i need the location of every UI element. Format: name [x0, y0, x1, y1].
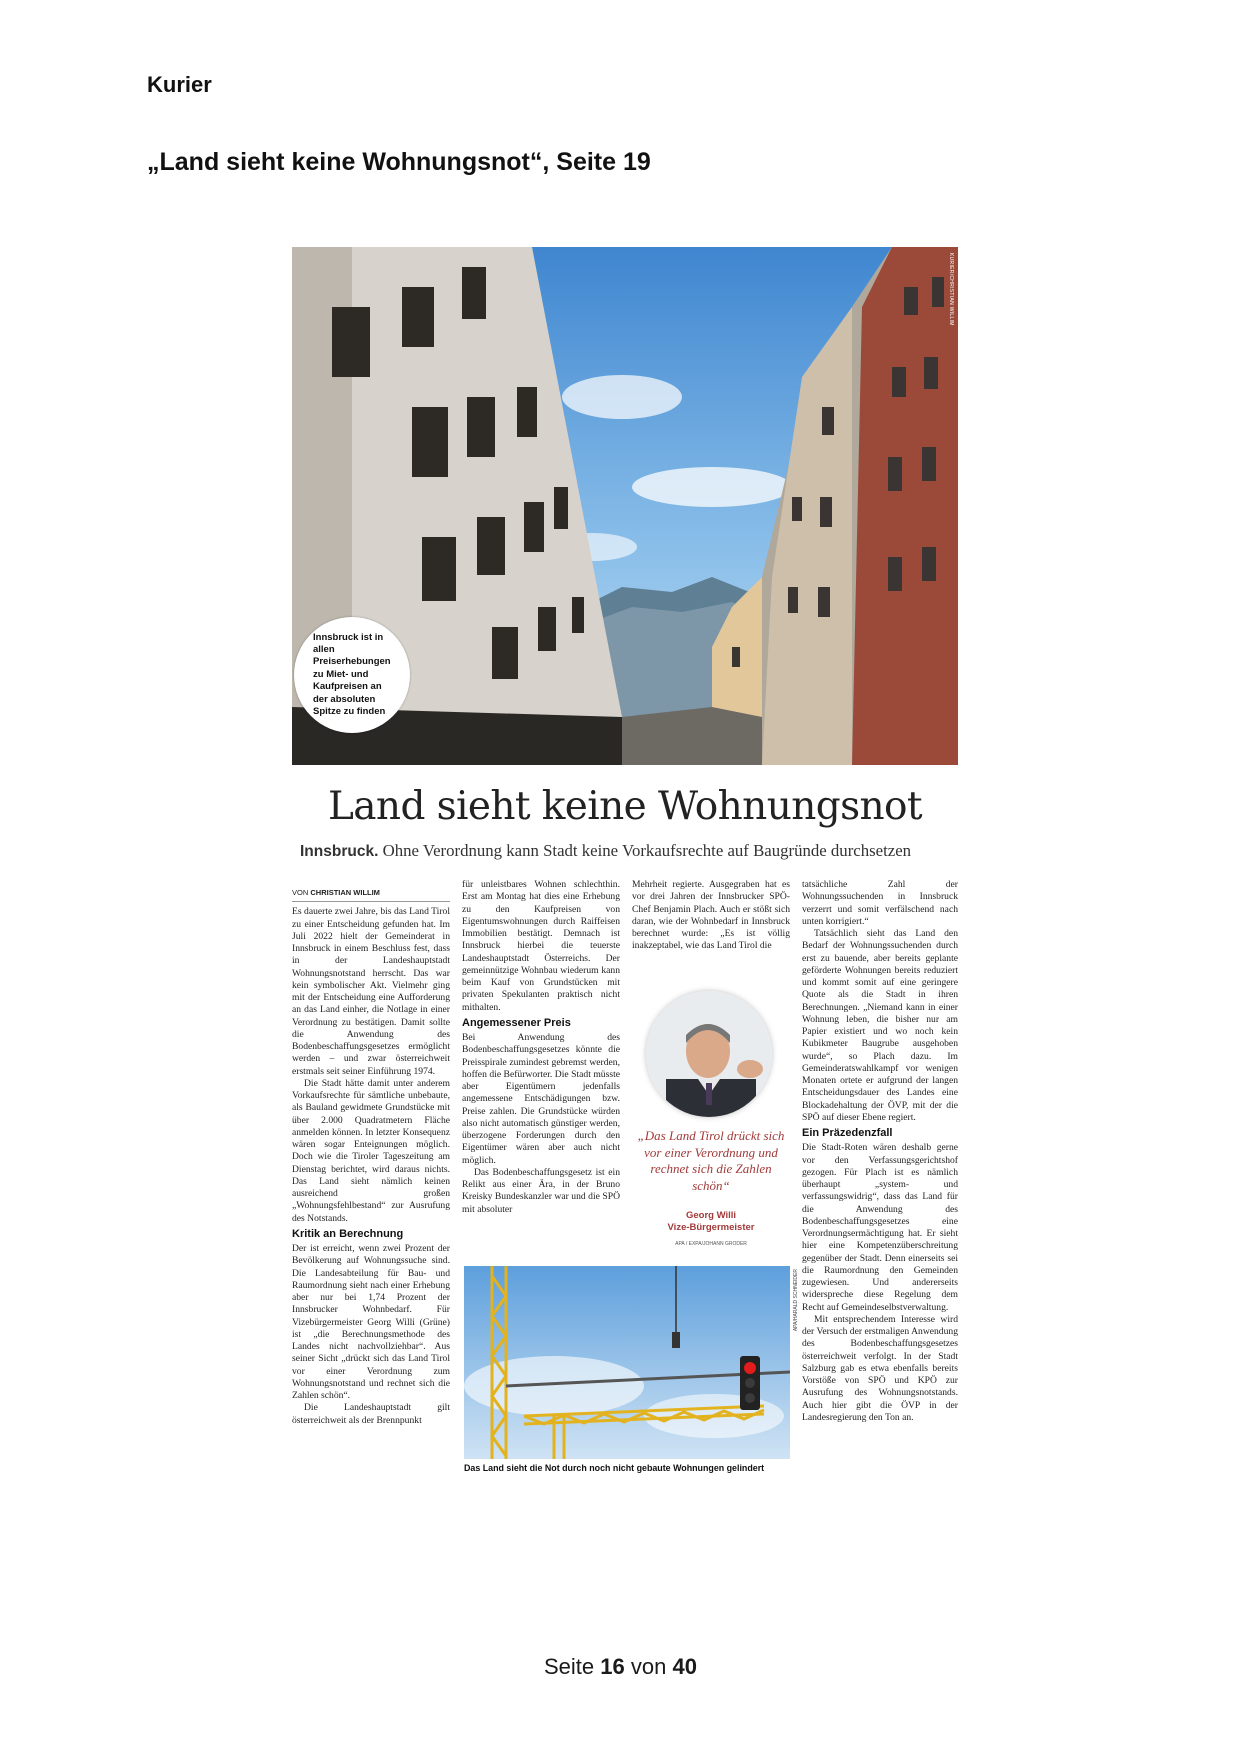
article-column-3 [632, 879, 790, 953]
hero-photo-street [292, 247, 958, 765]
crane-photo [464, 1266, 790, 1459]
paragraph: für unleistbares Wohnen schlechthin. Erst am Montag hat dies eine Erhebung zu den Kaufpreisen von Eigentumswohnungen durch Raiffeisen Immobilien bestätigt. Demnach ist Innsbruck hierbei die teuerste Landeshauptstadt Österreichs. Der gemeinnützige Wohnbau wiederum kann beim Kauf von Grundstücken mit privaten Spekulanten praktisch nicht mithalten. [462, 879, 620, 1013]
byline [292, 887, 450, 902]
current-page: 16 [600, 1654, 625, 1679]
photo-credit-bottom: APA/HARALD SCHNEIDER [793, 1269, 799, 1332]
source-name: Kurier [147, 72, 212, 97]
paragraph: Mehrheit regierte. Ausgegraben hat es vor drei Jahren der Innsbrucker SPÖ-Chef Benjamin Plach. Auch er stößt sich daran, wie der Wohnbedarf in Innsbruck berechnet wurde: „Es ist völlig inakzeptabel, wie das Land Tirol die [632, 879, 790, 952]
paragraph: Tatsächlich sieht das Land den Bedarf der Wohnungssuchenden durch erst zu bauende, aber bereits geplante geförderte Wohnungen bereits reduziert und kommt somit auf eine geringere Quote als die Stadt in ihren Berechnungen. „Niemand kann in einer Wohnung leben, die bisher nur am Papier existiert und wo noch kein Kubikmeter Baugrube ausgehoben wurde“, so Plach dazu. Im Gemeinderatswahlkampf vor wenigen Monaten ortete er aufgrund der langen Entscheidungsdauer des Landes eine Blockadehaltung der ÖVP, mit der die SPÖ auf dieser Ebene regiert. [802, 928, 958, 1123]
caption-bubble-text: Innsbruck ist in allen Preiserhebungen zu Miet- und Kaufpreisen an der absoluten Spitze zu finden [313, 631, 391, 718]
author-role: Vize-Bürgermeister [667, 1221, 755, 1233]
paragraph: Das Bodenbeschaffungsgesetz ist ein Relikt aus einer Ära, in der Bruno Kreisky Bundeskanzler war und die SPÖ mit absoluter [462, 1166, 620, 1215]
document-title: „Land sieht keine Wohnungsnot“, Seite 19 [147, 148, 651, 176]
article-headline: Land sieht keine Wohnungsnot [327, 784, 922, 829]
pull-quote-author [632, 1210, 790, 1233]
newspaper-clipping [292, 247, 958, 1487]
footer-middle: von [630, 1654, 667, 1679]
paragraph: Die Stadt-Roten wären deshalb gerne vor den Verfassungsgerichtshof gezogen. Für Plach ist es nämlich überhaupt „system- und verfassungswidrig“, dass das Land für die Anwendung des Bodenbeschaffungsgesetzes eine Verordnungsermächtigung hat. Er sieht hier eine Kompetenzüberschreitung gegenüber der Stadt. Denn einerseits sei die Raumordnung den Gemeinden zugewiesen. Und andererseits widerspreche diese Regelung dem Recht auf Gemeindeselbstverwaltung. [802, 1142, 958, 1313]
section-heading: Angemessener Preis [462, 1016, 571, 1029]
paragraph: Es dauerte zwei Jahre, bis das Land Tirol zu einer Entscheidung gefunden hat. Im Juli 2022 hielt der Gemeinderat in Innsbruck in einem Beschluss fest, dass in der Landeshauptstadt Wohnungsnotstand herrscht. Das war kein symbolischer Akt. Vielmehr ging mit der Entscheidung eine Aufforderung an das Land einher, die Notlage in einer Verordnung zu bestätigen. Damit sollte die Anwendung des Bodenbeschaffungsgesetzes ermöglicht werden – und zwar österreichweit erstmals seit seiner Einführung 1974. [292, 906, 450, 1077]
paragraph: Der ist erreicht, wenn zwei Prozent der Bevölkerung auf Wohnungssuche sind. Die Landesabteilung für Bau- und Raumordnung sieht nach einer Erhebung aber nur bei 1,74 Prozent der Innsbrucker Wohnbedarf. Für Vizebürgermeister Georg Willi (Grüne) ist „die Berechnungsmethode des Landes nicht nachvollziehbar“. Aus seiner Sicht „drückt sich das Land Tirol vor einer Verordnung zum Wohnungsnotstand und rechnet sich die Zahlen schön“. [292, 1243, 450, 1401]
paragraph: Mit entsprechendem Interesse wird der Versuch der erstmaligen Anwendung des Bodenbeschaffungsgesetzes österreichweit verfolgt. In der Stadt Salzburg gab es etwa ebenfalls bereits Vorstöße von SPÖ und KPÖ zur Ausrufung des Wohnungsnotstands. Auch hier gibt die ÖVP in der Landesregierung den Ton an. [802, 1313, 958, 1423]
footer-prefix: Seite [544, 1654, 595, 1679]
article-column-4 [802, 879, 958, 1424]
section-heading: Kritik an Berechnung [292, 1227, 404, 1240]
byline-author: CHRISTIAN WILLIM [310, 888, 380, 897]
photo-credit-top: KURIER/CHRISTIAN WILLIM [948, 253, 954, 326]
paragraph: Bei Anwendung des Bodenbeschaffungsgesetzes könnte die Preisspirale zumindest gebremst werden, hoffen die Befürworter. Die Stadt müsste aber Eigentümern jedenfalls angemessene Entschädigungen bzw. Preise zahlen. Die Grundstücke würden also nicht automatisch günstiger werden, überzogene Forderungen durch den Eigentümer wären aber auch nicht möglich. [462, 1032, 620, 1166]
portrait-credit: APA / EXPA/JOHANN GRODER [675, 1241, 747, 1247]
article-subhead [300, 841, 960, 861]
paragraph: Die Landeshauptstadt gilt österreichweit als der Brennpunkt [292, 1402, 450, 1426]
total-pages: 40 [672, 1654, 697, 1679]
pull-quote: „Das Land Tirol drückt sich vor einer Verordnung und rechnet sich die Zahlen schön“ [637, 1128, 785, 1193]
section-heading: Ein Präzedenzfall [802, 1127, 893, 1139]
caption-bubble [294, 617, 410, 733]
paragraph: tatsächliche Zahl der Wohnungssuchenden in Innsbruck verzerrt und somit verfälschend nach unten korrigiert.“ [802, 879, 958, 927]
subhead-place: Innsbruck. [300, 843, 379, 860]
photo-caption: Das Land sieht die Not durch noch nicht gebaute Wohnungen gelindert [464, 1463, 765, 1473]
author-name: Georg Willi [685, 1210, 737, 1221]
page-footer [0, 1654, 1241, 1680]
byline-prefix: VON [292, 888, 309, 897]
article-column-2 [462, 879, 620, 1216]
subhead-text: Ohne Verordnung kann Stadt keine Vorkaufsrechte auf Baugründe durchsetzen [382, 841, 912, 860]
article-column-1 [292, 887, 450, 1427]
portrait-photo [646, 991, 772, 1117]
paragraph: Die Stadt hätte damit unter anderem Vorkaufsrechte für sämtliche unbebaute, als Bauland gewidmete Grundstücke mit über 2.000 Quadratmetern Fläche anmelden können. In letzter Konsequenz wären sogar Enteignungen möglich. Doch wie die Tiroler Tageszeitung am Dienstag berichtet, wird daraus nichts. Das Land sieht nämlich keinen ausreichend großen „Wohnungsfehlbestand“ zur Ausrufung des Notstands. [292, 1077, 450, 1224]
